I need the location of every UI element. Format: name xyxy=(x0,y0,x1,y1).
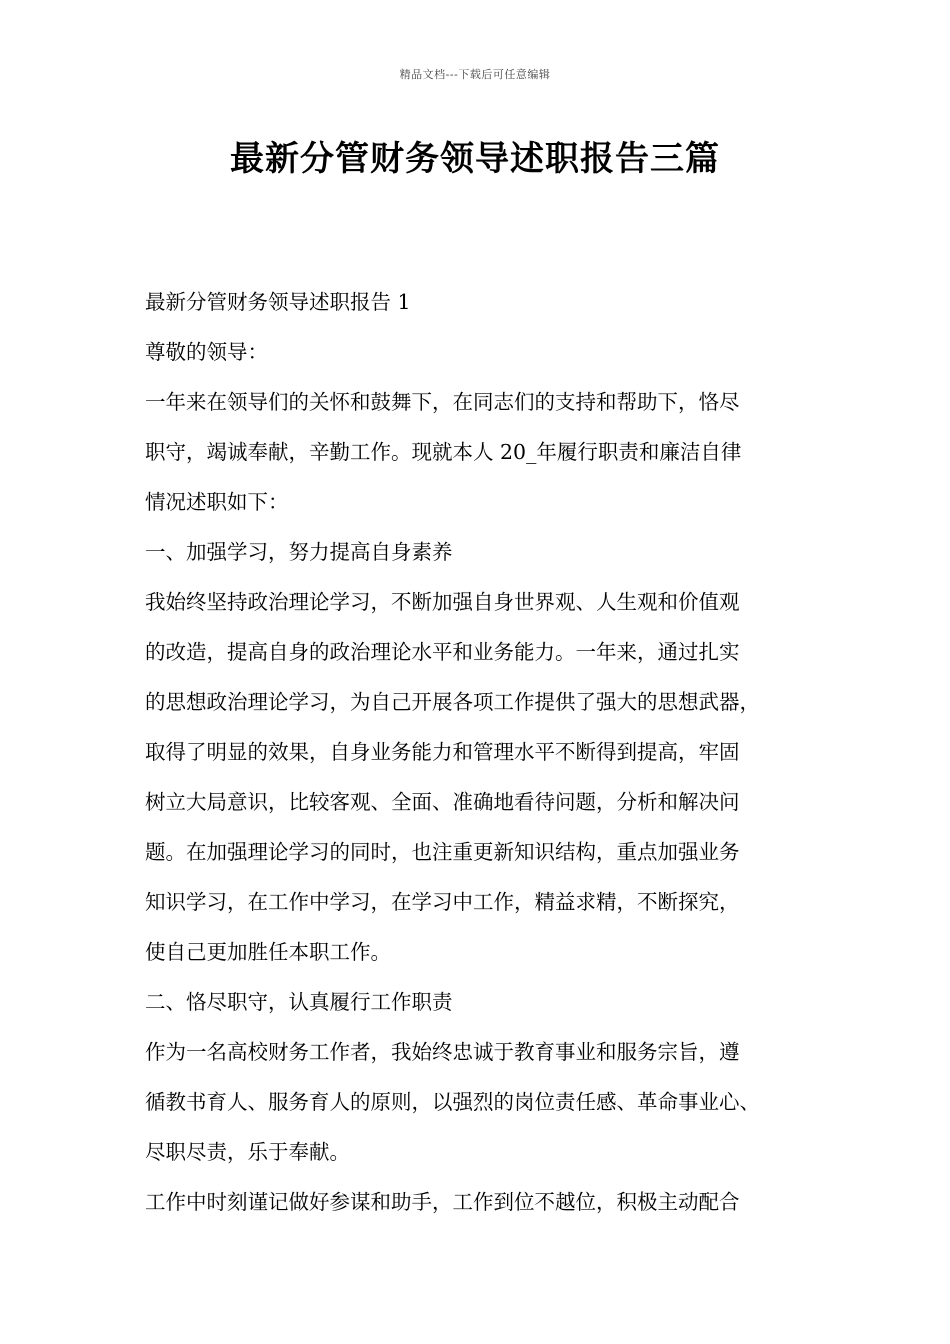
body-line: 树立大局意识，比较客观、全面、准确地看待问题，分析和解决问 xyxy=(145,790,740,814)
body-line: 情况述职如下： xyxy=(145,490,289,514)
document-body xyxy=(145,283,835,1233)
body-line: 循教书育人、服务育人的原则，以强烈的岗位责任感、革命事业心、 xyxy=(145,1090,760,1114)
body-line: 尊敬的领导： xyxy=(145,340,268,364)
header-note: 精品文档---下载后可任意编辑 xyxy=(399,68,551,81)
body-line: 工作中时刻谨记做好参谋和助手，工作到位不越位，积极主动配合 xyxy=(145,1190,740,1214)
body-line: 尽职尽责，乐于奉献。 xyxy=(145,1140,350,1164)
body-line: 知识学习，在工作中学习，在学习中工作，精益求精，不断探究， xyxy=(145,890,740,914)
body-line: 的思想政治理论学习，为自己开展各项工作提供了强大的思想武器， xyxy=(145,690,760,714)
document-title: 最新分管财务领导述职报告三篇 xyxy=(230,139,720,179)
body-line: 我始终坚持政治理论学习，不断加强自身世界观、人生观和价值观 xyxy=(145,590,740,614)
body-line: 一、加强学习，努力提高自身素养 xyxy=(145,540,453,564)
body-line: 最新分管财务领导述职报告 1 xyxy=(145,290,411,314)
body-line: 取得了明显的效果，自身业务能力和管理水平不断得到提高，牢固 xyxy=(145,740,740,764)
body-line: 一年来在领导们的关怀和鼓舞下，在同志们的支持和帮助下，恪尽 xyxy=(145,390,740,414)
body-line: 的改造，提高自身的政治理论水平和业务能力。一年来，通过扎实 xyxy=(145,640,740,664)
body-line: 二、恪尽职守，认真履行工作职责 xyxy=(145,990,453,1014)
body-line: 职守，竭诚奉献，辛勤工作。现就本人 20_年履行职责和廉洁自律 xyxy=(145,440,742,464)
body-line: 作为一名高校财务工作者，我始终忠诚于教育事业和服务宗旨，遵 xyxy=(145,1040,740,1064)
body-line: 使自己更加胜任本职工作。 xyxy=(145,940,391,964)
body-line: 题。在加强理论学习的同时，也注重更新知识结构，重点加强业务 xyxy=(145,840,740,864)
